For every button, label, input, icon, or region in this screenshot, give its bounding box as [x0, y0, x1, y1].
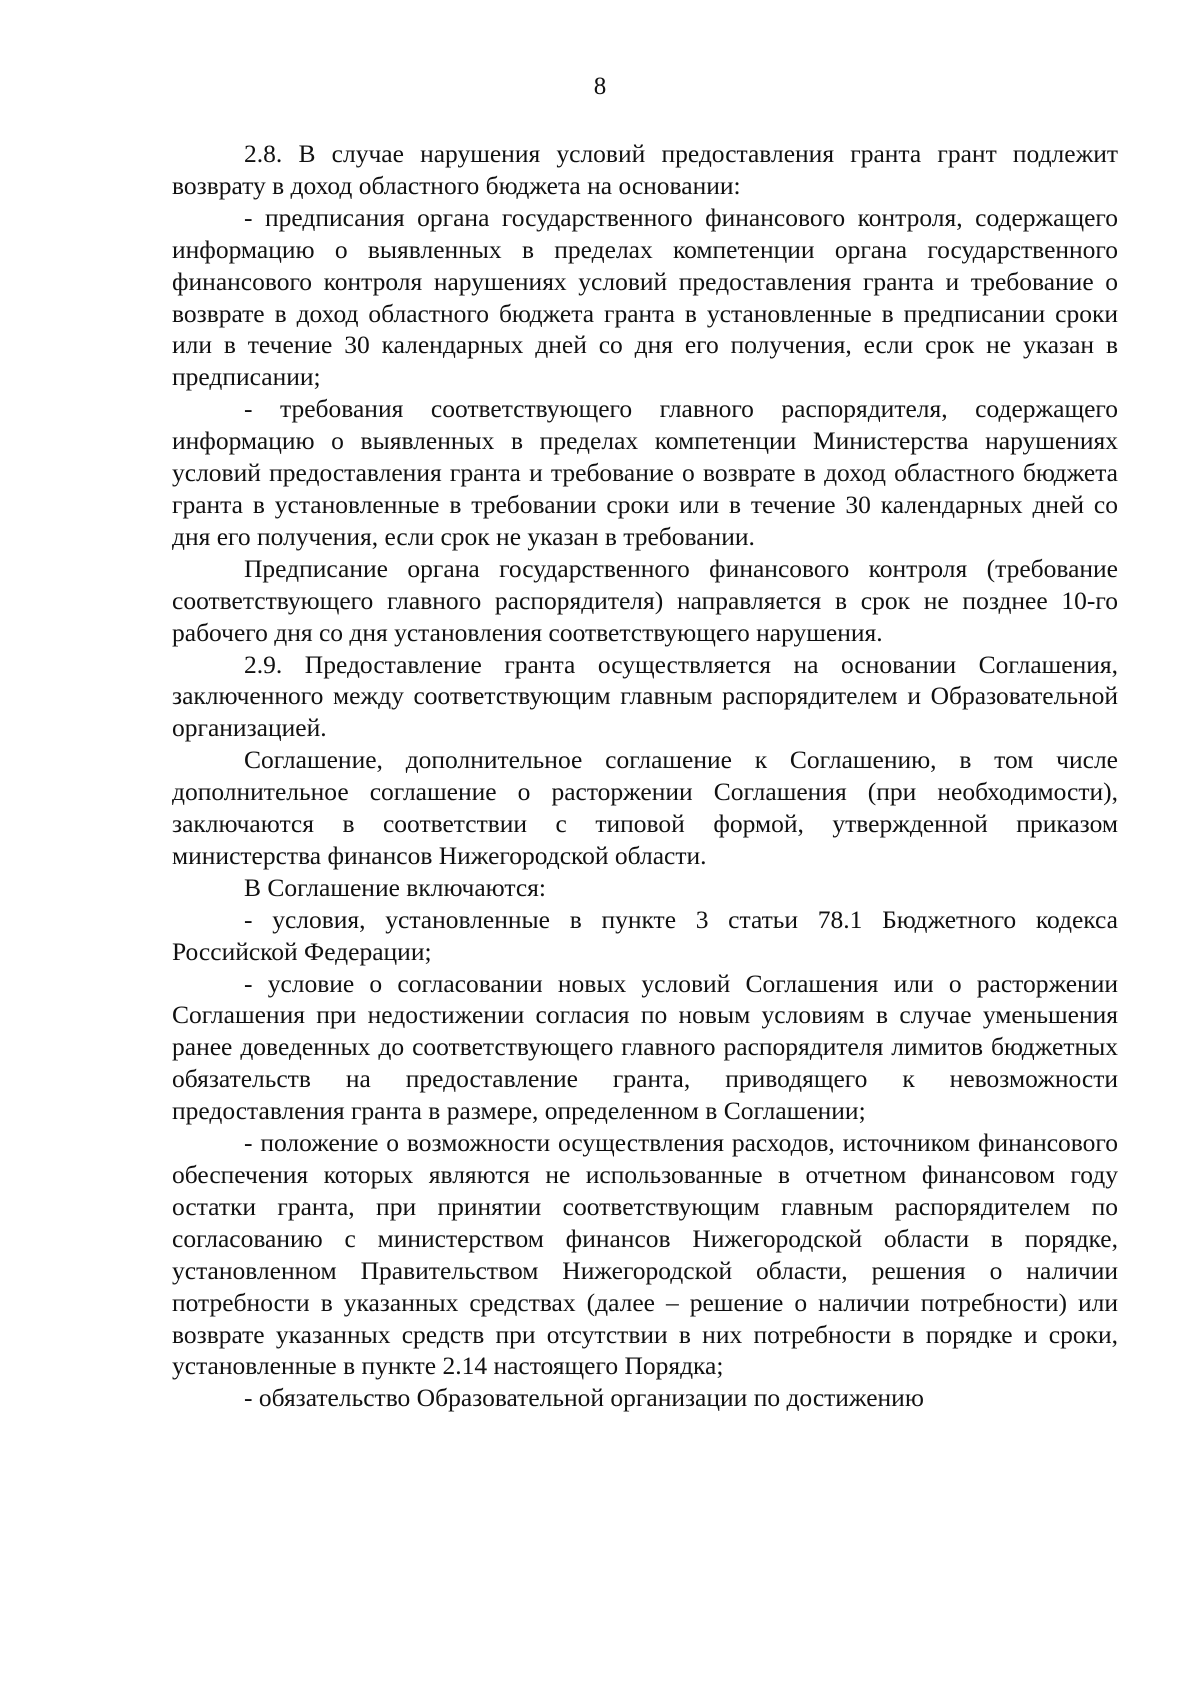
list-item-obligation: - обязательство Образовательной организации по достижению: [244, 1383, 924, 1413]
paragraph-demand-item: - требования соответствующего главного распорядителя, содержащего информацию о выявленных в пределах компетенции Министерства нарушениях условий предоставления гранта и требование о возврате в доход областного бюджета гранта в установленные в требовании сроки или в течение 30 календарных дней со дня его получения, если срок не указан в требовании.: [172, 394, 1118, 551]
paragraph-2-8: 2.8. В случае нарушения условий предоставления гранта грант подлежит возврату в доход областного бюджета на основании:: [172, 139, 1118, 200]
paragraph-prescription-deadline: Предписание органа государственного финансового контроля (требование соответствующего главного распорядителя) направляется в срок не позднее 10-го рабочего дня со дня установления соответствующего нарушения.: [172, 553, 1118, 647]
paragraph-2-9: 2.9. Предоставление гранта осуществляется на основании Соглашения, заключенного между соответствующим главным распорядителем и Образовательной организацией.: [172, 649, 1118, 743]
list-item-unused-balance: - положение о возможности осуществления расходов, источником финансового обеспечения которых являются не использованные в отчетном финансовом году остатки гранта, при принятии соответствующим главным распорядителем по согласованию с министерством финансов Нижегородской области в порядке, установленном Правительством Нижегородской области, решения о наличии потребности в указанных средствах (далее – решение о наличии потребности) или возврате указанных средств при отсутствии в них потребности в порядке и сроки, установленные в пункте 2.14 настоящего Порядка;: [172, 1128, 1118, 1381]
paragraph-agreement-form: Соглашение, дополнительное соглашение к Соглашению, в том числе дополнительное соглашение о расторжении Соглашения (при необходимости), заключаются в соответствии с типовой формой, утвержденной приказом министерства финансов Нижегородской области.: [172, 745, 1118, 870]
paragraph-prescription-item: - предписания органа государственного финансового контроля, содержащего информацию о выявленных в пределах компетенции органа государственного финансового контроля нарушениях условий предоставления гранта и требование о возврате в доход областного бюджета гранта в установленные в предписании сроки или в течение 30 календарных дней со дня его получения, если срок не указан в предписании;: [172, 202, 1118, 392]
paragraph-agreement-includes: В Соглашение включаются:: [244, 872, 546, 902]
list-item-new-conditions: - условие о согласовании новых условий Соглашения или о расторжении Соглашения при недостижении согласия по новым условиям в случае уменьшения ранее доведенных до соответствующего главного распорядителя лимитов бюджетных обязательств на предоставление гранта, приводящего к невозможности предоставления гранта в размере, определенном в Соглашении;: [172, 968, 1118, 1126]
document-body: [172, 138, 1118, 1414]
list-item-budget-code-conditions: - условия, установленные в пункте 3 статьи 78.1 Бюджетного кодекса Российской Федерации;: [172, 904, 1118, 966]
page-number: 8: [593, 73, 607, 100]
